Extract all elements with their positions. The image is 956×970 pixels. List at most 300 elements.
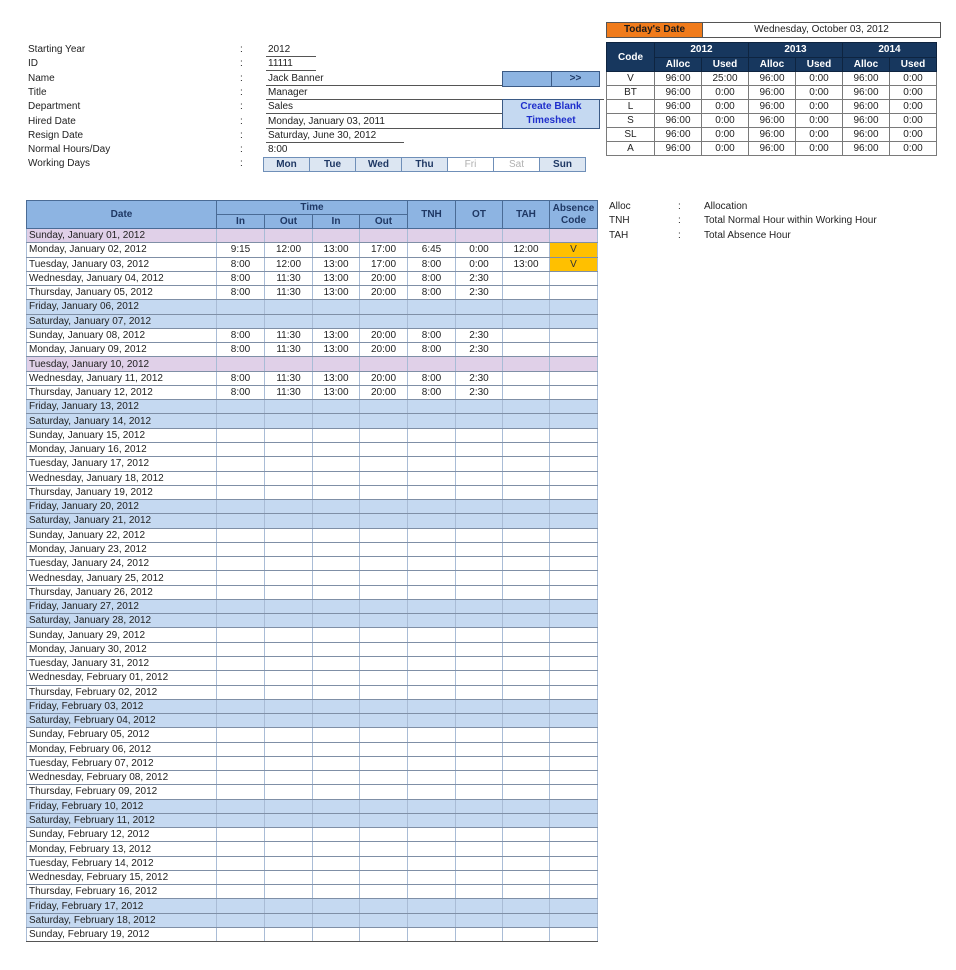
time-out-1-cell[interactable] [265,229,313,243]
time-in-2-cell[interactable] [313,842,360,856]
time-in-1-cell[interactable] [217,571,265,585]
absence-code-cell[interactable] [550,656,598,670]
absence-code-cell[interactable] [550,371,598,385]
time-in-1-cell[interactable] [217,771,265,785]
absence-code-cell[interactable] [550,714,598,728]
info-value-field[interactable]: Saturday, June 30, 2012 [266,129,404,143]
ot-cell[interactable]: 2:30 [456,385,503,399]
ot-cell[interactable] [456,428,503,442]
info-value-field[interactable]: 8:00 [268,144,288,156]
ot-cell[interactable] [456,514,503,528]
absence-code-cell[interactable] [550,642,598,656]
tnh-cell[interactable] [408,899,456,913]
tnh-cell[interactable]: 6:45 [408,243,456,257]
tnh-cell[interactable] [408,457,456,471]
tah-cell[interactable] [503,500,550,514]
tnh-cell[interactable] [408,771,456,785]
time-in-2-cell[interactable] [313,442,360,456]
info-value-field[interactable]: Manager [266,86,604,100]
tah-cell[interactable] [503,542,550,556]
time-out-1-cell[interactable] [265,614,313,628]
time-in-2-cell[interactable] [313,229,360,243]
ot-cell[interactable]: 2:30 [456,343,503,357]
absence-code-cell[interactable] [550,885,598,899]
absence-code-cell[interactable] [550,442,598,456]
ot-cell[interactable] [456,714,503,728]
time-out-2-cell[interactable] [360,442,408,456]
time-in-1-cell[interactable] [217,685,265,699]
ot-cell[interactable] [456,756,503,770]
time-in-1-cell[interactable] [217,913,265,927]
time-out-2-cell[interactable]: 20:00 [360,371,408,385]
time-out-2-cell[interactable] [360,714,408,728]
ot-cell[interactable] [456,899,503,913]
time-in-2-cell[interactable] [313,785,360,799]
time-in-2-cell[interactable] [313,799,360,813]
time-out-2-cell[interactable] [360,799,408,813]
time-out-1-cell[interactable] [265,899,313,913]
absence-code-cell[interactable] [550,542,598,556]
time-out-2-cell[interactable]: 20:00 [360,343,408,357]
tah-cell[interactable] [503,642,550,656]
tnh-cell[interactable] [408,642,456,656]
absence-code-cell[interactable] [550,771,598,785]
time-in-1-cell[interactable]: 8:00 [217,286,265,300]
time-in-2-cell[interactable] [313,414,360,428]
time-in-2-cell[interactable] [313,671,360,685]
tnh-cell[interactable] [408,699,456,713]
ot-cell[interactable] [456,699,503,713]
tnh-cell[interactable] [408,813,456,827]
time-in-1-cell[interactable] [217,856,265,870]
tah-cell[interactable] [503,471,550,485]
absence-code-cell[interactable] [550,343,598,357]
tah-cell[interactable] [503,414,550,428]
tnh-cell[interactable] [408,585,456,599]
time-in-2-cell[interactable] [313,585,360,599]
time-out-1-cell[interactable] [265,671,313,685]
time-out-1-cell[interactable]: 11:30 [265,385,313,399]
time-out-1-cell[interactable] [265,799,313,813]
absence-code-cell[interactable] [550,728,598,742]
ot-cell[interactable] [456,913,503,927]
ot-cell[interactable] [456,870,503,884]
time-out-2-cell[interactable] [360,514,408,528]
absence-code-cell[interactable] [550,314,598,328]
ot-cell[interactable] [456,442,503,456]
tah-cell[interactable] [503,842,550,856]
absence-code-cell[interactable] [550,614,598,628]
time-in-2-cell[interactable] [313,457,360,471]
time-out-2-cell[interactable] [360,628,408,642]
time-in-1-cell[interactable] [217,585,265,599]
time-out-1-cell[interactable]: 12:00 [265,257,313,271]
time-out-1-cell[interactable] [265,528,313,542]
time-in-2-cell[interactable]: 13:00 [313,343,360,357]
time-out-2-cell[interactable] [360,913,408,927]
time-in-2-cell[interactable] [313,471,360,485]
time-out-1-cell[interactable] [265,628,313,642]
time-in-1-cell[interactable] [217,414,265,428]
tnh-cell[interactable] [408,571,456,585]
tah-cell[interactable] [503,599,550,613]
time-in-2-cell[interactable] [313,642,360,656]
tah-cell[interactable] [503,799,550,813]
working-day-toggle-sun[interactable]: Sun [540,158,586,172]
tnh-cell[interactable] [408,885,456,899]
time-in-2-cell[interactable] [313,614,360,628]
time-out-1-cell[interactable] [265,300,313,314]
time-in-1-cell[interactable] [217,899,265,913]
tnh-cell[interactable] [408,442,456,456]
time-in-1-cell[interactable] [217,828,265,842]
absence-code-cell[interactable] [550,756,598,770]
time-out-2-cell[interactable] [360,599,408,613]
ot-cell[interactable] [456,785,503,799]
time-out-1-cell[interactable] [265,870,313,884]
ot-cell[interactable] [456,799,503,813]
ot-cell[interactable] [456,813,503,827]
absence-code-cell[interactable] [550,400,598,414]
absence-code-cell[interactable] [550,514,598,528]
ot-cell[interactable]: 0:00 [456,243,503,257]
tnh-cell[interactable] [408,913,456,927]
time-in-1-cell[interactable]: 8:00 [217,385,265,399]
time-out-2-cell[interactable] [360,756,408,770]
absence-code-cell[interactable]: V [550,243,598,257]
tnh-cell[interactable] [408,856,456,870]
time-out-2-cell[interactable] [360,685,408,699]
ot-cell[interactable] [456,928,503,942]
time-out-1-cell[interactable] [265,485,313,499]
time-in-1-cell[interactable]: 8:00 [217,371,265,385]
time-in-1-cell[interactable] [217,714,265,728]
time-in-1-cell[interactable] [217,314,265,328]
time-in-2-cell[interactable] [313,870,360,884]
ot-cell[interactable] [456,856,503,870]
absence-code-cell[interactable] [550,357,598,371]
absence-code-cell[interactable] [550,828,598,842]
absence-code-cell[interactable] [550,628,598,642]
ot-cell[interactable] [456,229,503,243]
ot-cell[interactable] [456,300,503,314]
tah-cell[interactable] [503,899,550,913]
time-out-1-cell[interactable] [265,828,313,842]
time-out-2-cell[interactable] [360,642,408,656]
time-out-2-cell[interactable]: 20:00 [360,271,408,285]
tah-cell[interactable] [503,885,550,899]
time-in-1-cell[interactable] [217,528,265,542]
tnh-cell[interactable] [408,414,456,428]
tnh-cell[interactable] [408,628,456,642]
tnh-cell[interactable] [408,928,456,942]
time-in-2-cell[interactable] [313,357,360,371]
time-out-1-cell[interactable] [265,314,313,328]
time-in-1-cell[interactable] [217,785,265,799]
time-out-2-cell[interactable] [360,457,408,471]
time-in-1-cell[interactable] [217,457,265,471]
tnh-cell[interactable] [408,799,456,813]
time-out-2-cell[interactable]: 17:00 [360,243,408,257]
time-out-1-cell[interactable] [265,642,313,656]
tah-cell[interactable] [503,742,550,756]
time-in-1-cell[interactable]: 8:00 [217,257,265,271]
time-out-1-cell[interactable] [265,728,313,742]
time-out-1-cell[interactable] [265,571,313,585]
tah-cell[interactable] [503,628,550,642]
tnh-cell[interactable] [408,614,456,628]
time-in-1-cell[interactable] [217,428,265,442]
time-out-1-cell[interactable] [265,357,313,371]
ot-cell[interactable] [456,671,503,685]
absence-code-cell[interactable] [550,913,598,927]
tnh-cell[interactable] [408,714,456,728]
ot-cell[interactable] [456,528,503,542]
tnh-cell[interactable]: 8:00 [408,385,456,399]
time-in-1-cell[interactable] [217,557,265,571]
absence-code-cell[interactable] [550,742,598,756]
time-out-2-cell[interactable] [360,471,408,485]
working-day-toggle-wed[interactable]: Wed [356,158,402,172]
time-in-1-cell[interactable] [217,357,265,371]
ot-cell[interactable] [456,885,503,899]
time-in-1-cell[interactable] [217,542,265,556]
time-in-1-cell[interactable] [217,656,265,670]
time-in-2-cell[interactable] [313,756,360,770]
time-out-1-cell[interactable] [265,913,313,927]
time-in-2-cell[interactable] [313,771,360,785]
absence-code-cell[interactable] [550,229,598,243]
time-out-2-cell[interactable] [360,500,408,514]
tah-cell[interactable] [503,671,550,685]
time-out-1-cell[interactable] [265,414,313,428]
time-in-2-cell[interactable] [313,828,360,842]
ot-cell[interactable]: 2:30 [456,328,503,342]
ot-cell[interactable]: 2:30 [456,371,503,385]
tnh-cell[interactable] [408,756,456,770]
time-out-2-cell[interactable] [360,671,408,685]
time-in-2-cell[interactable] [313,485,360,499]
time-in-1-cell[interactable] [217,442,265,456]
ot-cell[interactable] [456,357,503,371]
time-in-2-cell[interactable] [313,300,360,314]
tah-cell[interactable] [503,870,550,884]
absence-code-cell[interactable] [550,870,598,884]
tah-cell[interactable] [503,457,550,471]
absence-code-cell[interactable] [550,471,598,485]
time-in-1-cell[interactable] [217,756,265,770]
tnh-cell[interactable] [408,300,456,314]
time-in-1-cell[interactable] [217,514,265,528]
tah-cell[interactable] [503,856,550,870]
time-in-1-cell[interactable] [217,671,265,685]
time-out-1-cell[interactable] [265,685,313,699]
time-out-2-cell[interactable] [360,828,408,842]
tnh-cell[interactable] [408,728,456,742]
tnh-cell[interactable] [408,656,456,670]
absence-code-cell[interactable] [550,571,598,585]
ot-cell[interactable] [456,656,503,670]
tnh-cell[interactable] [408,357,456,371]
ot-cell[interactable] [456,842,503,856]
time-out-1-cell[interactable]: 11:30 [265,343,313,357]
ot-cell[interactable] [456,542,503,556]
ot-cell[interactable] [456,485,503,499]
tah-cell[interactable] [503,428,550,442]
time-in-1-cell[interactable]: 9:15 [217,243,265,257]
time-out-2-cell[interactable] [360,485,408,499]
time-out-1-cell[interactable] [265,400,313,414]
tah-cell[interactable] [503,585,550,599]
time-out-1-cell[interactable] [265,785,313,799]
absence-code-cell[interactable] [550,785,598,799]
time-in-2-cell[interactable] [313,314,360,328]
time-out-1-cell[interactable]: 11:30 [265,271,313,285]
time-out-2-cell[interactable] [360,728,408,742]
absence-code-cell[interactable] [550,799,598,813]
time-out-2-cell[interactable] [360,229,408,243]
tnh-cell[interactable]: 8:00 [408,271,456,285]
time-out-2-cell[interactable]: 20:00 [360,286,408,300]
time-in-1-cell[interactable] [217,614,265,628]
time-in-2-cell[interactable]: 13:00 [313,286,360,300]
time-in-2-cell[interactable] [313,656,360,670]
ot-cell[interactable] [456,400,503,414]
ot-cell[interactable] [456,471,503,485]
time-in-2-cell[interactable] [313,714,360,728]
absence-code-cell[interactable] [550,842,598,856]
absence-code-cell[interactable] [550,271,598,285]
time-out-2-cell[interactable] [360,400,408,414]
time-in-2-cell[interactable] [313,557,360,571]
tah-cell[interactable] [503,828,550,842]
absence-code-cell[interactable] [550,599,598,613]
time-out-1-cell[interactable] [265,742,313,756]
tah-cell[interactable] [503,699,550,713]
info-value-field[interactable]: Jack Banner [266,72,506,86]
ot-cell[interactable] [456,728,503,742]
time-out-1-cell[interactable]: 11:30 [265,371,313,385]
tnh-cell[interactable] [408,400,456,414]
tnh-cell[interactable] [408,514,456,528]
time-out-1-cell[interactable] [265,514,313,528]
tah-cell[interactable] [503,442,550,456]
absence-code-cell[interactable] [550,500,598,514]
ot-cell[interactable]: 0:00 [456,257,503,271]
time-out-1-cell[interactable] [265,813,313,827]
tah-cell[interactable] [503,557,550,571]
absence-code-cell[interactable] [550,671,598,685]
absence-code-cell[interactable] [550,899,598,913]
absence-code-cell[interactable] [550,699,598,713]
absence-code-cell[interactable] [550,485,598,499]
tah-cell[interactable] [503,714,550,728]
tnh-cell[interactable] [408,500,456,514]
ot-cell[interactable] [456,599,503,613]
tnh-cell[interactable]: 8:00 [408,328,456,342]
absence-code-cell[interactable] [550,557,598,571]
absence-code-cell[interactable] [550,300,598,314]
tah-cell[interactable] [503,400,550,414]
time-in-1-cell[interactable] [217,500,265,514]
time-out-2-cell[interactable] [360,656,408,670]
time-in-2-cell[interactable] [313,599,360,613]
time-in-1-cell[interactable] [217,813,265,827]
ot-cell[interactable] [456,557,503,571]
time-out-1-cell[interactable] [265,457,313,471]
absence-code-cell[interactable] [550,528,598,542]
time-in-1-cell[interactable] [217,928,265,942]
tnh-cell[interactable] [408,528,456,542]
time-out-1-cell[interactable] [265,756,313,770]
absence-code-cell[interactable] [550,813,598,827]
tah-cell[interactable] [503,614,550,628]
ot-cell[interactable] [456,614,503,628]
tnh-cell[interactable] [408,870,456,884]
time-out-1-cell[interactable] [265,585,313,599]
tah-cell[interactable] [503,913,550,927]
tnh-cell[interactable] [408,314,456,328]
time-in-2-cell[interactable] [313,856,360,870]
time-in-1-cell[interactable] [217,599,265,613]
tah-cell[interactable] [503,485,550,499]
ot-cell[interactable] [456,742,503,756]
time-in-2-cell[interactable] [313,913,360,927]
time-in-2-cell[interactable] [313,514,360,528]
tah-cell[interactable] [503,371,550,385]
time-in-1-cell[interactable] [217,400,265,414]
time-in-2-cell[interactable] [313,571,360,585]
time-in-1-cell[interactable]: 8:00 [217,343,265,357]
ot-cell[interactable] [456,628,503,642]
time-in-2-cell[interactable] [313,699,360,713]
time-out-1-cell[interactable] [265,714,313,728]
time-in-2-cell[interactable] [313,685,360,699]
time-out-2-cell[interactable] [360,585,408,599]
time-out-2-cell[interactable]: 20:00 [360,385,408,399]
tnh-cell[interactable] [408,828,456,842]
time-out-2-cell[interactable] [360,300,408,314]
tnh-cell[interactable] [408,671,456,685]
time-in-2-cell[interactable]: 13:00 [313,271,360,285]
time-in-1-cell[interactable] [217,642,265,656]
ot-cell[interactable] [456,414,503,428]
create-blank-timesheet-button[interactable] [502,99,600,129]
time-in-2-cell[interactable]: 13:00 [313,243,360,257]
time-out-2-cell[interactable] [360,357,408,371]
time-in-2-cell[interactable]: 13:00 [313,371,360,385]
time-out-2-cell[interactable] [360,899,408,913]
time-out-1-cell[interactable] [265,442,313,456]
info-value-field[interactable]: 11111 [266,57,316,71]
ot-cell[interactable] [456,571,503,585]
time-in-1-cell[interactable] [217,842,265,856]
ot-cell[interactable] [456,828,503,842]
ot-cell[interactable] [456,685,503,699]
tah-cell[interactable] [503,514,550,528]
absence-code-cell[interactable] [550,414,598,428]
tnh-cell[interactable] [408,229,456,243]
time-out-1-cell[interactable] [265,656,313,670]
time-out-2-cell[interactable]: 20:00 [360,328,408,342]
tnh-cell[interactable] [408,428,456,442]
time-out-1-cell[interactable] [265,842,313,856]
tah-cell[interactable] [503,728,550,742]
time-out-2-cell[interactable]: 17:00 [360,257,408,271]
time-in-2-cell[interactable] [313,885,360,899]
time-out-2-cell[interactable] [360,870,408,884]
time-out-2-cell[interactable] [360,856,408,870]
